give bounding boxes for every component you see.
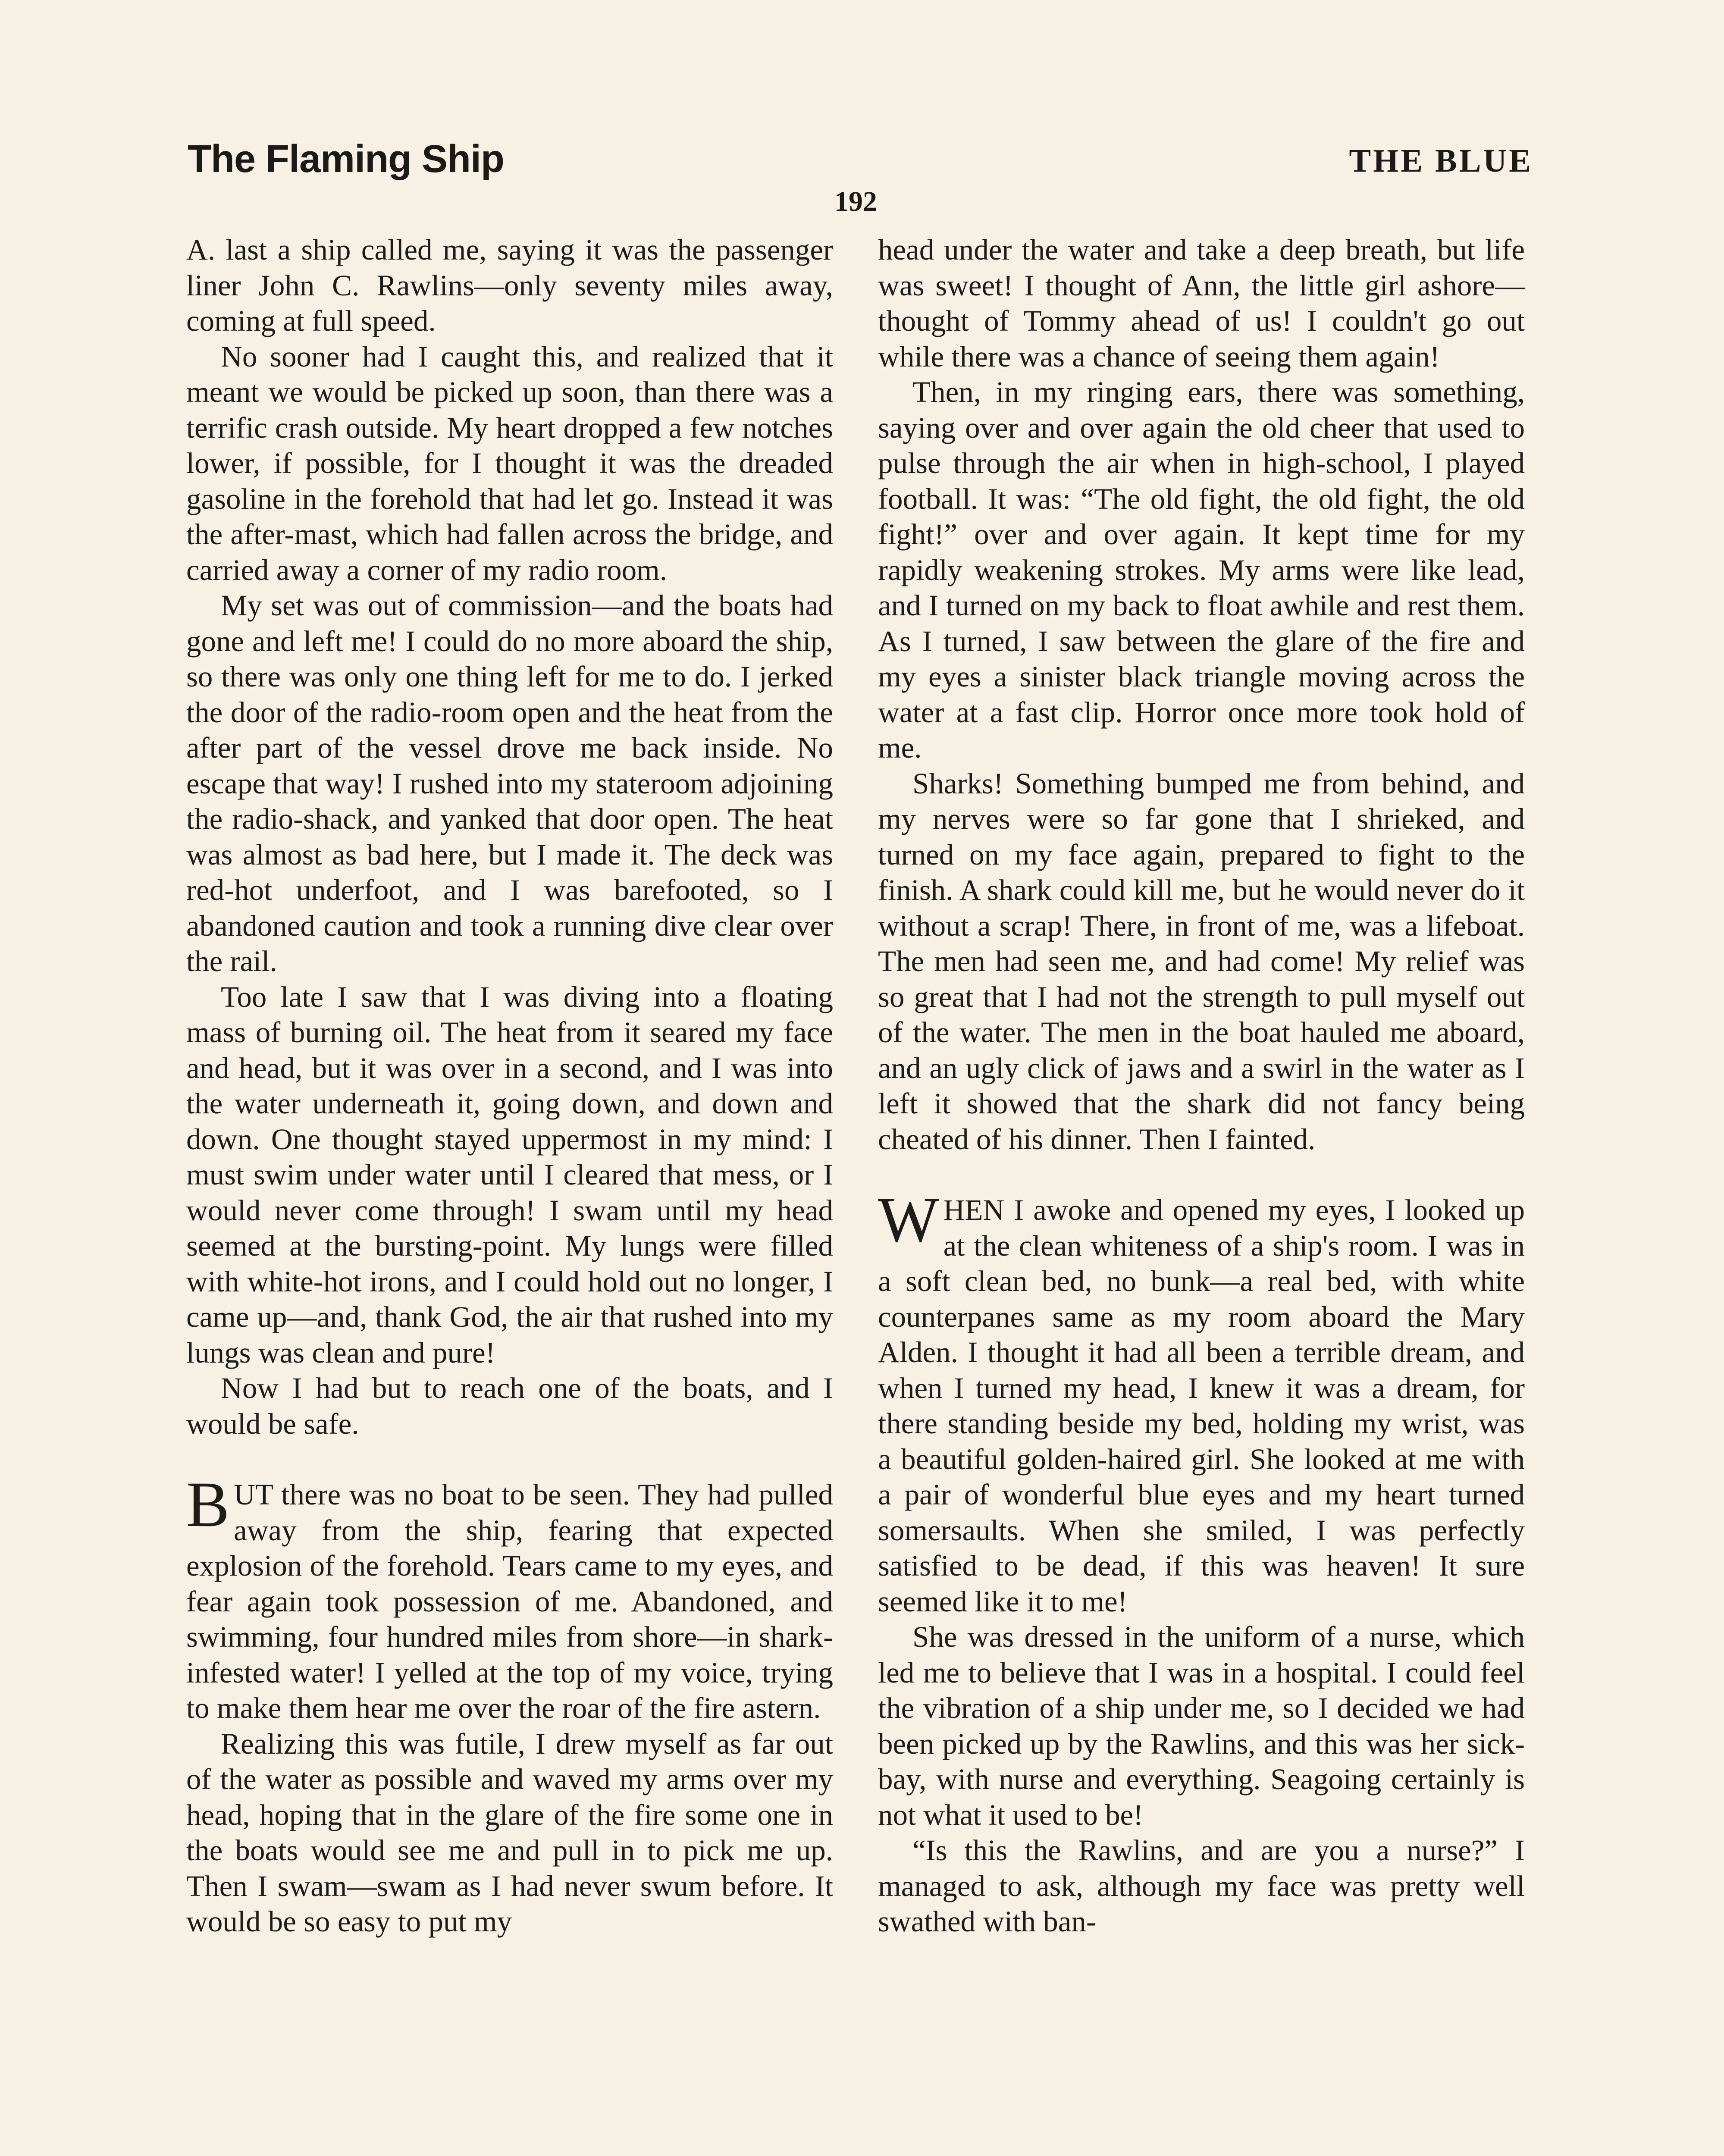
paragraph: No sooner had I caught this, and realized that it meant we would be picked up soon, than there was a terrific crash outside. My heart dropped a few notches lower, if possible, for I thought it was the dreaded gasoline in the forehold that had let go. Instead it was the after-mast, which had fallen across the bridge, and carried away a corner of my radio room.: [186, 340, 833, 586]
right-column: [878, 232, 1525, 1940]
paragraph: Too late I saw that I was diving into a floating mass of burning oil. The heat from it seared my face and head, but it was over in a second, and I was into the water underneath it, going down, and down and down. One thought stayed uppermost in my mind: I must swim under water until I cleared that mess, or I would never come through! I swam until my head seemed at the bursting-point. My lungs were filled with white-hot irons, and I could hold out no longer, I came up—and, thank God, the air that rushed into my lungs was clean and pure!: [186, 980, 833, 1369]
paragraph: She was dressed in the uniform of a nurse, which led me to believe that I was in a hospital. I could feel the vibration of a ship under me, so I decided we had been picked up by the Rawlins, and this was her sick-bay, with nurse and everything. Seagoing certainly is not what it used to be!: [878, 1620, 1525, 1831]
paragraph: Then, in my ringing ears, there was something, saying over and over again the old cheer that used to pulse through the air when in high-school, I played football. It was: “The old fight, the old fight, the old fight!” over and over again. It kept time for my rapidly weakening strokes. My arms were like lead, and I turned on my back to float awhile and rest them. As I turned, I saw between the glare of the fire and my eyes a sinister black triangle moving across the water at a fast clip. Horror once more took hold of me.: [878, 376, 1525, 764]
paragraph: Now I had but to reach one of the boats, and I would be safe.: [186, 1372, 833, 1440]
drop-cap: W: [878, 1184, 939, 1256]
story-title: The Flaming Ship: [188, 138, 505, 181]
left-column: [186, 232, 833, 1940]
section-paragraph: [186, 1469, 833, 1726]
section-paragraph: [878, 1184, 1525, 1619]
paragraph: head under the water and take a deep breath, but life was sweet! I thought of Ann, the little girl ashore—thought of Tommy ahead of us! I couldn't go out while there was a chance of seeing them again!: [878, 233, 1525, 373]
paragraph: Realizing this was futile, I drew myself as far out of the water as possible and waved my arms over my head, hoping that in the glare of the fire some one in the boats would see me and pull in to pick me up. Then I swam—swam as I had never swum before. It would be so easy to put my: [186, 1727, 833, 1938]
drop-cap: B: [186, 1469, 230, 1540]
page-number: 192: [834, 186, 877, 217]
paragraph: “Is this the Rawlins, and are you a nurse?” I managed to ask, although my face was pretty well swathed with ban-: [878, 1834, 1525, 1938]
paragraph: A. last a ship called me, saying it was the passenger liner John C. Rawlins—only seventy miles away, coming at full speed.: [186, 233, 833, 337]
paragraph: My set was out of commission—and the boats had gone and left me! I could do no more aboard the ship, so there was only one thing left for me to do. I jerked the door of the radio-room open and the heat from the after part of the vessel drove me back inside. No escape that way! I rushed into my stateroom adjoining the radio-shack, and yanked that door open. The heat was almost as bad here, but I made it. The deck was red-hot underfoot, and I was barefooted, so I abandoned caution and took a running dive clear over the rail.: [186, 589, 833, 978]
magazine-title: THE BLUE: [1349, 143, 1533, 179]
paragraph-text: UT there was no boat to be seen. They had pulled away from the ship, fearing that expected explosion of the forehold. Tears came to my eyes, and fear again took possession of me. Abandoned, and swimming, four hundred miles from shore—in shark-infested water! I yelled at the top of my voice, trying to make them hear me over the roar of the fire astern.: [186, 1478, 833, 1724]
paragraph: Sharks! Something bumped me from behind, and my nerves were so far gone that I shrieked, and turned on my face again, prepared to fight to the finish. A shark could kill me, but he would never do it without a scrap! There, in front of me, was a lifeboat. The men had seen me, and had come! My relief was so great that I had not the strength to pull myself out of the water. The men in the boat hauled me aboard, and an ugly click of jaws and a swirl in the water as I left it showed that the shark did not fancy being cheated of his dinner. Then I fainted.: [878, 767, 1525, 1156]
paragraph-text: HEN I awoke and opened my eyes, I looked up at the clean whiteness of a ship's room. I was in a soft clean bed, no bunk—a real bed, with white counterpanes same as my room aboard the Mary Alden. I thought it had all been a terrible dream, and when I turned my head, I knew it was a dream, for there standing beside my bed, holding my wrist, was a beautiful golden-haired girl. She looked at me with a pair of wonderful blue eyes and my heart turned somersaults. When she smiled, I was perfectly satisfied to be dead, if this was heaven! It sure seemed like it to me!: [878, 1194, 1525, 1618]
